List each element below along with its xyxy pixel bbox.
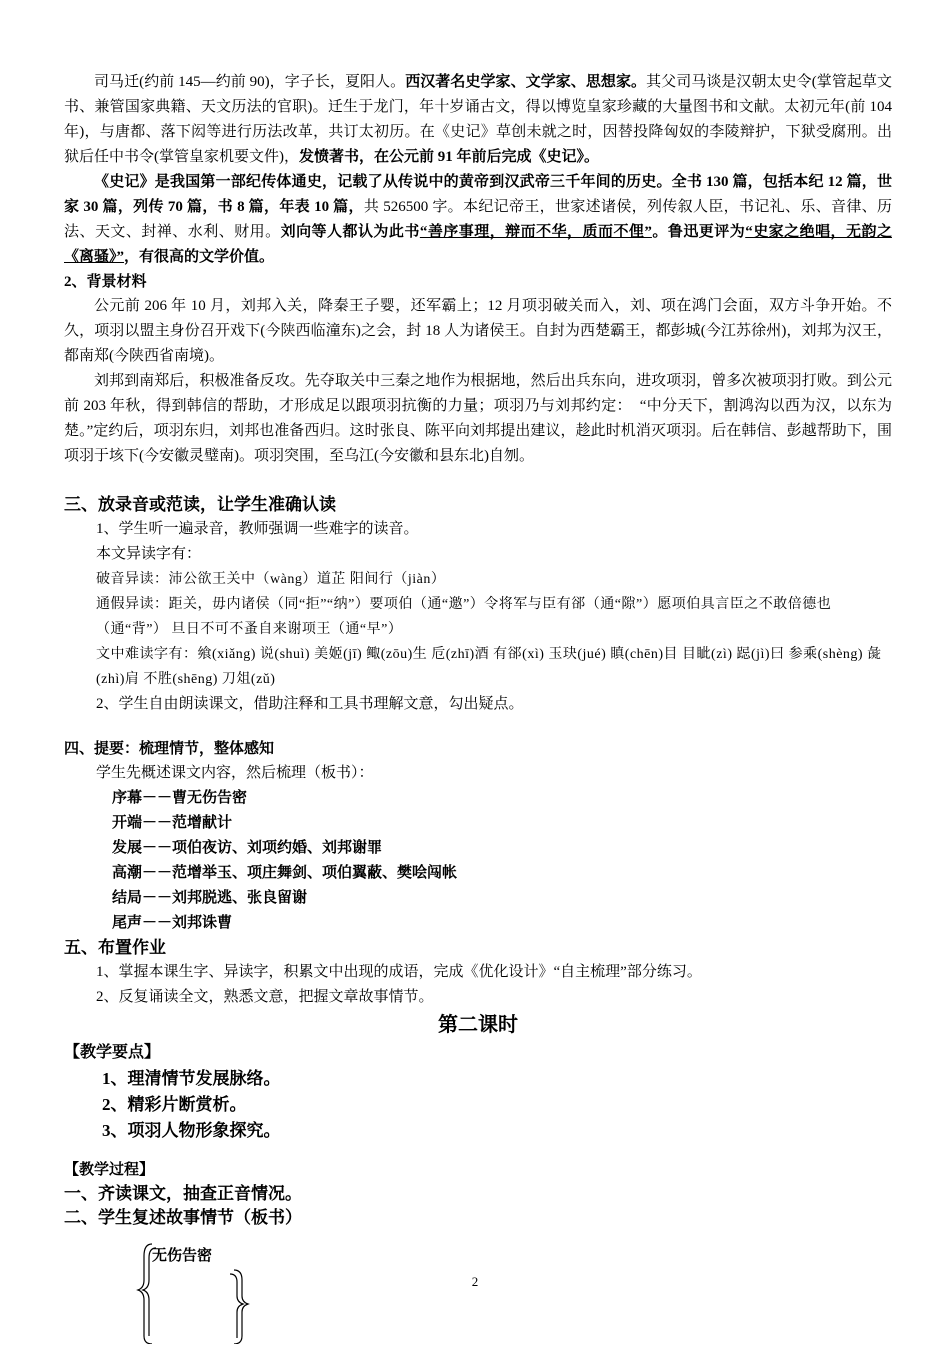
bold-text: ，有很高的文学价值。 [124,249,275,265]
plot-step: 序幕－－曹无伤告密 [112,790,248,806]
teaching-points-heading: 【教学要点】 [64,1044,161,1061]
underlined-quote: “善序事理，辩而不华，质而不俚” [419,224,652,240]
text-run: 其父司马谈是汉朝太史令(掌管起草文书、兼管国家典籍、天文历法的官职)。迁生于龙门，年十岁诵古文，得以博览皇家珍藏的大量图书和文献。太初元年(前 104 年)，与唐都、落下闳等进行历法改革，共订太初历。在《史记》草创未就之时，因替投降匈奴的李陵辩护，下狱受腐刑。出狱后任中书令(掌管皇家机要文件)， [64,74,892,165]
bold-text: 发愤著书，在公元前 91 年前后完成《史记》。 [299,149,600,165]
page-number: 2 [471,1274,479,1289]
text-run: 司马迁(约前 145—约前 90)，字子长，夏阳人。 [94,74,406,90]
plot-step: 高潮－－范增举玉、项庄舞剑、项伯翼蔽、樊哙闯帐 [112,865,458,881]
board-text: 无伤告密 [152,1248,213,1264]
bold-text: 刘向等人都认为此书 [280,224,420,240]
text-run: 共 526500 字。本纪记帝王，世家述诸侯，列传叙人臣，书记礼、乐、音律、历法、天文、封禅、水利、财用。 [64,199,892,240]
lesson2-title: 第二课时 [438,1014,518,1036]
plot-step: 结局－－刘邦脱逃、张良留谢 [112,890,308,906]
document-page [64,70,892,1230]
plot-step: 发展－－项伯夜访、刘项约婚、刘邦谢罪 [112,840,383,856]
bold-text: 《史记》是我国第一部纪传体通史，记载了从传说中的黄帝到汉武帝三千年间的历史。全书 130 篇，包括本纪 12 篇，世家 30 篇，列传 70 篇，书 8 篇，年表 10 篇， [64,174,892,215]
teaching-process-heading: 【教学过程】 [64,1162,155,1178]
background-paragraph-1: 公元前 206 年 10 月，刘邦入关，降秦王子婴，还军霸上；12 月项羽破关而入，刘、项在鸿门会面，双方斗争开始。不久，项羽以盟主身份召开戏下(今陕西临潼东)之会，封 18 人为诸侯王。自封为西楚霸王，都彭城(今江苏徐州)，刘邦为汉王，都南郑(今陕西省南境)。 [64,298,892,364]
process-step: 二、学生复述故事情节（板书） [64,1208,302,1227]
intro-paragraph-1 [64,70,892,170]
section3-heading: 三、放录音或范读，让学生准确认读 [64,495,336,514]
section4-heading: 四、提要：梳理情节，整体感知 [64,741,275,757]
intro-paragraph-2 [64,170,892,270]
teaching-point: 2、精彩片断赏析。 [102,1095,247,1114]
section3-item: 1、学生听一遍录音，教师强调一些难字的读音。 [96,521,419,537]
teaching-point: 1、理清情节发展脉络。 [102,1069,281,1088]
plot-step: 尾声－－刘邦诛曹 [112,915,233,931]
section3-item: 2、学生自由朗读课文，借助注释和工具书理解文意，勾出疑点。 [96,696,524,712]
process-step: 一、齐读课文，抽查正音情况。 [64,1184,302,1203]
underlined-quote: “史家之绝唱，无韵之《离骚》” [64,224,892,265]
bold-text: 西汉著名史学家、文学家、思想家。 [405,74,647,90]
bold-text: 。鲁迅更评为 [651,224,746,240]
section3-item: 破音异读：沛公欲王关中（wàng）道芷 阳间行（jiàn） [96,572,446,587]
section5-heading: 五、布置作业 [64,938,166,957]
background-heading: 2、背景材料 [64,274,147,290]
background-paragraph-2: 刘邦到南郑后，积极准备反攻。先夺取关中三秦之地作为根据地，然后出兵东向，进攻项羽，曾多次被项羽打败。到公元前 203 年秋，得到韩信的帮助，才形成足以跟项羽抗衡的力量；项羽乃与刘邦约定： “中分天下，割鸿沟以西为汉，以东为楚。”定约后，项羽东归，刘邦也准备西归。这时张良、陈平向刘邦提出建议，趁此时机消灭项羽。后在韩信、彭越帮助下，围项羽于垓下(今安徽灵璧南)。项羽突围，至乌江(今安徽和县东北)自刎。 [64,373,892,464]
section5-item: 1、掌握本课生字、异读字，积累文中出现的成语，完成《优化设计》“自主梳理”部分练习。 [96,964,702,980]
plot-step: 开端－－范增献计 [112,815,233,831]
section3-item: 文中难读字有：飨(xiǎng) 说(shuì) 美姬(jī) 鲰(zōu)生 卮(zhī)酒 有郤(xì) 玉玦(jué) 瞋(chēn)目 目眦(zì) 跽(jì)曰 参乘(shèng) 彘(zhì)肩 不胜(shēng) 刀俎(zǔ) [96,647,882,687]
section3-item: 通假异读：距关，毋内诸侯（同“拒”“纳”）要项伯（通“邀”）令将军与臣有郤（通“隙”）愿项伯具言臣之不敢倍德也（通“背”） 旦日不可不蚤自来谢项王（通“早”） [96,597,832,637]
teaching-point: 3、项羽人物形象探究。 [102,1121,281,1140]
section3-item: 本文异读字有： [96,546,202,562]
board-diagram [134,1240,254,1344]
section5-item: 2、反复诵读全文，熟悉文意，把握文章故事情节。 [96,989,434,1005]
section4-intro: 学生先概述课文内容，然后梳理（板书）： [96,765,374,781]
